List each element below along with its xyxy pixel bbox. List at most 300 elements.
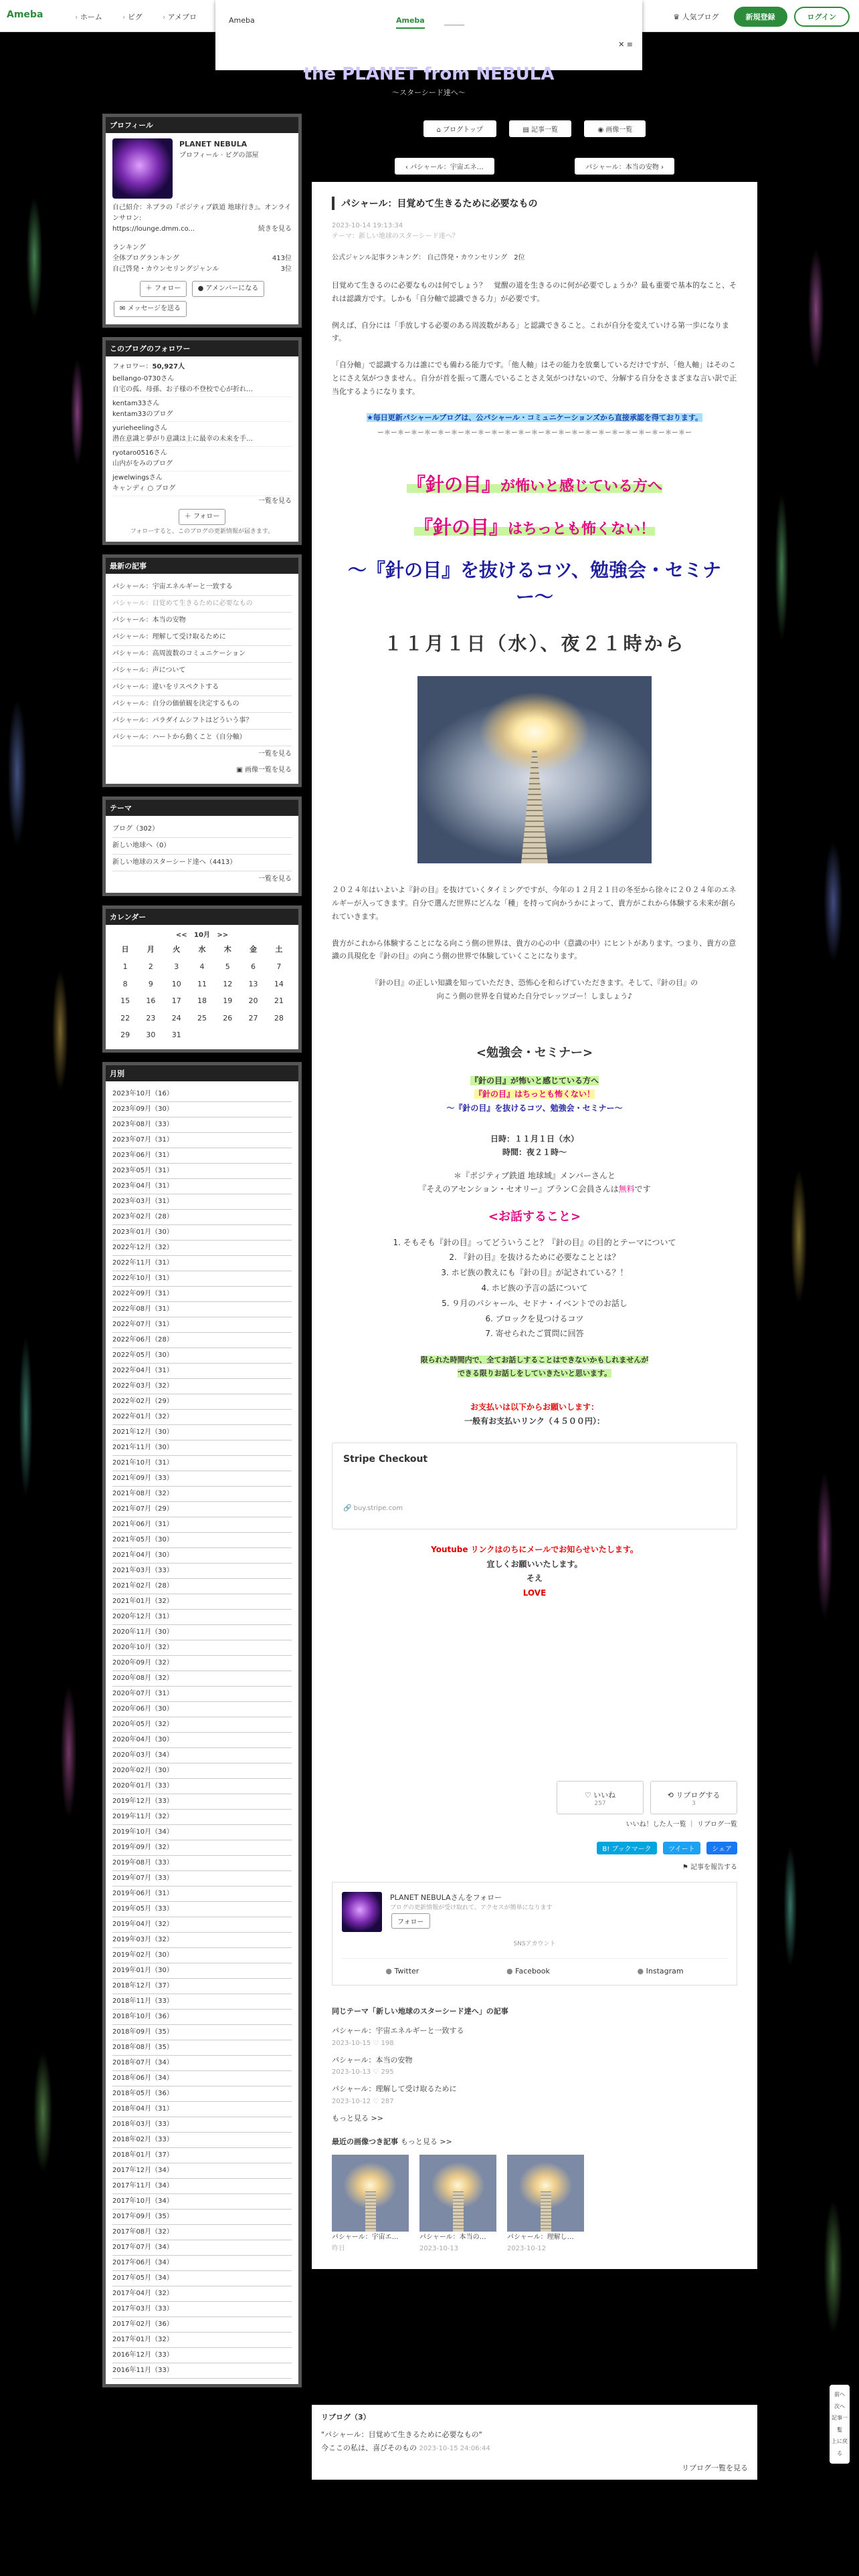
article-title[interactable]: パシャール：目覚めて生きるために必要なもの xyxy=(332,197,737,210)
calendar-day xyxy=(215,1027,240,1044)
monthly-archive-item[interactable]: 2018年03月（33） xyxy=(112,2117,292,2133)
monthly-archive-item[interactable]: 2021年01月（32） xyxy=(112,1594,292,1610)
approval-notice: ★毎日更新パシャールブログは、公パシャール・コミュニケーションズから直接承認を得ております。 xyxy=(366,413,703,422)
prev-article-label: パシャール：宇宙エネ… xyxy=(410,164,484,171)
calendar-day[interactable]: 28 xyxy=(274,1013,284,1023)
profile-name[interactable]: PLANET NEBULA xyxy=(179,140,248,148)
image-list-button[interactable] xyxy=(584,120,646,137)
message-button[interactable] xyxy=(114,301,187,317)
recent-article-item[interactable]: パシャール：自分の価値観を決定するもの xyxy=(112,696,292,713)
recent-article-item[interactable]: パシャール：ハートから動くこと（自分軸） xyxy=(112,730,292,746)
stairs-shape xyxy=(521,750,548,863)
monthly-archive-item[interactable]: 2016年12月（33） xyxy=(112,2348,292,2363)
monthly-archive-item[interactable]: 2023年01月（30） xyxy=(112,1225,292,1241)
related-item[interactable] xyxy=(332,2083,737,2107)
calendar-day[interactable]: 10 xyxy=(171,979,181,988)
calendar-weekday: 土 xyxy=(275,945,283,954)
follower-item[interactable] xyxy=(112,471,292,496)
ameba-logo[interactable]: Ameba xyxy=(7,9,43,20)
like-button[interactable] xyxy=(557,1781,644,1814)
article-rank[interactable]: 公式ジャンル記事ランキング： 自己啓発・カウンセリング 2位 xyxy=(332,254,525,261)
calendar-day[interactable]: 25 xyxy=(197,1013,207,1023)
related-date: 2023-10-12 xyxy=(332,2098,371,2106)
calendar-day[interactable]: 16 xyxy=(146,996,156,1006)
image-articles-more[interactable]: もっと見る >> xyxy=(400,2137,452,2146)
monthly-archive-item[interactable]: 2018年06月（34） xyxy=(112,2071,292,2086)
dropdown-tab-active[interactable]: Ameba xyxy=(396,16,425,29)
theme-more-link[interactable]: 一覧を見る xyxy=(258,875,292,883)
talk-item: 3. ホピ族の教えにも『針の目』が記されている？！ xyxy=(441,1268,628,1278)
monthly-archive-item[interactable]: 2023年08月（33） xyxy=(112,1117,292,1133)
monthly-archive-item[interactable]: 2021年04月（30） xyxy=(112,1548,292,1564)
calendar-day[interactable]: 18 xyxy=(197,996,207,1006)
heart-icon: ♡ xyxy=(373,2098,379,2106)
sns-label: SNSアカウント xyxy=(513,1941,556,1948)
follower-item[interactable] xyxy=(112,372,292,397)
monthly-archive-item[interactable]: 2022年09月（31） xyxy=(112,1287,292,1302)
follower-count: 50,927人 xyxy=(152,363,185,370)
like-count: 257 xyxy=(594,1800,606,1808)
monthly-archive-item[interactable]: 2022年04月（31） xyxy=(112,1364,292,1379)
float-prev-button[interactable]: 前へ xyxy=(834,2391,845,2397)
related-likes: 198 xyxy=(381,2039,394,2047)
prev-article-button[interactable] xyxy=(395,158,494,175)
monthly-archive-item[interactable]: 2020年12月（31） xyxy=(112,1610,292,1625)
monthly-archive-item[interactable]: 2020年06月（30） xyxy=(112,1702,292,1717)
amember-icon: ● xyxy=(197,285,206,292)
monthly-archive-item[interactable]: 2021年10月（31） xyxy=(112,1456,292,1471)
monthly-archive-item[interactable]: 2020年03月（34） xyxy=(112,1748,292,1763)
monthly-archive-item[interactable]: 2020年07月（31） xyxy=(112,1687,292,1702)
recent-articles-panel xyxy=(102,554,302,787)
heading-needle-2: 『針の目』 xyxy=(413,516,508,539)
calendar-grid xyxy=(112,941,292,1044)
seminar-line-3: 〜『針の目』を抜けるコツ、勉強会・セミナー〜 xyxy=(446,1103,623,1113)
calendar-day[interactable]: 15 xyxy=(120,996,130,1006)
followers-panel xyxy=(102,337,302,545)
article-list-label: 記事一覧 xyxy=(531,126,558,134)
pay-line-1: お支払いは以下からお願いします： xyxy=(470,1402,599,1412)
monthly-archive-item[interactable]: 2021年02月（28） xyxy=(112,1579,292,1594)
ameba-dropdown xyxy=(215,0,642,70)
monthly-archive-item[interactable]: 2022年12月（32） xyxy=(112,1241,292,1256)
monthly-archive-item[interactable]: 2021年05月（30） xyxy=(112,1533,292,1548)
monthly-archive-item[interactable]: 2021年07月（29） xyxy=(112,1502,292,1517)
heaven-stairs-image[interactable] xyxy=(417,676,652,863)
like-list-link[interactable]: いいね！した人一覧 xyxy=(626,1821,686,1829)
monthly-archive-item[interactable]: 2018年11月（33） xyxy=(112,1994,292,2010)
related-title: パシャール：宇宙エネルギーと一致する xyxy=(332,2026,464,2035)
monthly-archive-item[interactable]: 2019年10月（34） xyxy=(112,1825,292,1840)
monthly-archive-item[interactable]: 2019年02月（30） xyxy=(112,1948,292,1963)
monthly-list xyxy=(106,1081,298,2384)
image-articles-header: 最近の画像つき記事 xyxy=(332,2137,398,2146)
love-line: LOVE xyxy=(522,1588,547,1598)
monthly-archive-item[interactable]: 2017年05月（34） xyxy=(112,2271,292,2286)
monthly-archive-item[interactable]: 2022年06月（28） xyxy=(112,1333,292,1348)
monthly-archive-item[interactable]: 2017年09月（35） xyxy=(112,2210,292,2225)
divider: ー＊ー＊ー＊ー＊ー＊ー＊ー＊ー＊ー＊ー＊ー＊ー＊ー＊ー＊ー＊ー＊ー＊ー＊ー＊ー＊ー＊ー＊ー＊ー xyxy=(377,429,692,437)
follow-card-desc: ブログの更新情報が受け取れて、アクセスが簡単になります xyxy=(390,1905,553,1912)
monthly-archive-item[interactable]: 2019年07月（33） xyxy=(112,1871,292,1887)
thumb-date: 2023-10-13 xyxy=(419,2245,459,2253)
limit-line-1: 限られた時間内で、全てお話しすることはできないかもしれませんが xyxy=(420,1356,649,1365)
calendar-day[interactable]: 2 xyxy=(148,962,153,971)
thanks-line: 宜しくお願いいたします。 xyxy=(486,1559,583,1569)
monthly-archive-item[interactable]: 2021年03月（33） xyxy=(112,1564,292,1579)
calendar-weekday: 金 xyxy=(250,945,258,954)
reblog-item-title[interactable]: "パシャール：目覚めて生きるために必要なもの" xyxy=(321,2430,482,2439)
register-button[interactable]: 新規登録 xyxy=(734,7,787,27)
reblog-icon: ⟲ xyxy=(667,1791,676,1800)
seminar-heading: <勉強会・セミナー> xyxy=(476,1045,593,1060)
monthly-archive-item[interactable]: 2020年01月（33） xyxy=(112,1779,292,1794)
list-icon: ▤ xyxy=(522,126,531,134)
amember-button[interactable] xyxy=(192,281,265,297)
monthly-archive-item[interactable]: 2019年08月（33） xyxy=(112,1856,292,1871)
monthly-archive-item[interactable]: 2023年03月（31） xyxy=(112,1194,292,1210)
calendar-day[interactable]: 26 xyxy=(223,1013,233,1023)
follow-card-button[interactable]: フォロー xyxy=(391,1913,430,1929)
reblog-more-link[interactable]: リブログ一覧を見る xyxy=(682,2464,748,2472)
calendar-weekday: 日 xyxy=(121,945,129,954)
profile-intro: 自己紹介：ネブラの『ポジティブ鉄道 地球行き』。オンラインサロン: xyxy=(112,204,292,222)
monthly-archive-item[interactable]: 2017年06月（34） xyxy=(112,2256,292,2271)
monthly-header: 月別 xyxy=(106,1065,298,1081)
home-icon: ⌂ xyxy=(436,126,444,134)
calendar-day[interactable]: 14 xyxy=(274,979,284,988)
monthly-archive-item[interactable]: 2022年05月（30） xyxy=(112,1348,292,1364)
article-theme[interactable]: テーマ：新しい地球のスターシード達へ？ xyxy=(332,233,459,240)
chevron-right-icon: › xyxy=(658,164,664,171)
related-item[interactable] xyxy=(332,2025,737,2049)
calendar-day[interactable]: 20 xyxy=(248,996,258,1006)
thumb-date: 昨日 xyxy=(332,2245,345,2253)
calendar-prev[interactable]: << xyxy=(175,932,187,940)
monthly-archive-item[interactable]: 2017年03月（33） xyxy=(112,2302,292,2317)
dropdown-close-icon[interactable]: ✕ ≡ xyxy=(618,40,633,49)
monthly-archive-item[interactable]: 2018年10月（36） xyxy=(112,2010,292,2025)
calendar-day[interactable]: 29 xyxy=(120,1031,130,1040)
monthly-archive-item[interactable]: 2017年12月（34） xyxy=(112,2163,292,2179)
related-title: パシャール：理解して受け取るために xyxy=(332,2084,457,2094)
reblog-count: 3 xyxy=(692,1800,696,1808)
calendar-day[interactable]: 4 xyxy=(199,962,205,971)
theme-header: テーマ xyxy=(106,800,298,816)
calendar-day xyxy=(240,1027,266,1044)
monthly-archive-item[interactable]: 2020年04月（30） xyxy=(112,1733,292,1748)
next-article-label: パシャール：本当の安物 xyxy=(585,164,659,171)
profile-links[interactable]: プロフィール · ピグの部屋 xyxy=(179,151,259,159)
calendar-day[interactable]: 8 xyxy=(122,979,128,988)
monthly-archive-item[interactable]: 2020年11月（30） xyxy=(112,1625,292,1640)
calendar-day[interactable]: 7 xyxy=(276,962,282,971)
twitter-link[interactable]: ● Twitter xyxy=(385,1967,419,1975)
calendar-panel xyxy=(102,905,302,1053)
related-articles xyxy=(332,2006,737,2254)
monthly-archive-item[interactable]: 2022年02月（29） xyxy=(112,1394,292,1410)
follower-blog: キャンディ ○ ブログ xyxy=(112,485,176,492)
followers-more-link[interactable]: 一覧を見る xyxy=(258,498,292,505)
image-article-thumb[interactable] xyxy=(332,2155,409,2254)
monthly-archive-item[interactable]: 2018年04月（31） xyxy=(112,2102,292,2117)
image-article-thumb[interactable] xyxy=(507,2155,584,2254)
monthly-archive-item[interactable]: 2018年12月（37） xyxy=(112,1979,292,1994)
recent-article-item[interactable]: パシャール：違いをリスペクトする xyxy=(112,679,292,696)
calendar-day[interactable]: 27 xyxy=(248,1013,258,1023)
heading-needle-2b: はちっとも怖くない！ xyxy=(508,521,656,538)
article-paragraph xyxy=(332,976,737,1003)
float-top-button[interactable]: 上に戻る xyxy=(832,2438,848,2456)
event-date-heading: １１月１日（水）、夜２１時から xyxy=(383,633,686,655)
calendar-day[interactable]: 5 xyxy=(225,962,230,971)
recent-article-item[interactable]: パシャール：理解して受け取るために xyxy=(112,629,292,646)
monthly-archive-item[interactable]: 2023年06月（31） xyxy=(112,1148,292,1164)
follower-blog: kentam33のブログ xyxy=(112,411,173,418)
calendar-month: 10月 xyxy=(194,932,210,940)
flag-icon: ⚑ xyxy=(682,1864,690,1872)
calendar-day[interactable]: 11 xyxy=(197,979,207,988)
dropdown-label: Ameba xyxy=(229,16,255,25)
hatena-bookmark-button[interactable]: B! ブックマーク xyxy=(597,1842,656,1854)
related-more-link[interactable]: もっと見る >> xyxy=(332,2114,383,2123)
rank1-value: 413位 xyxy=(272,255,292,262)
monthly-archive-item[interactable]: 2018年05月（36） xyxy=(112,2086,292,2102)
related-date: 2023-10-15 xyxy=(332,2039,371,2047)
recent-article-item[interactable]: パシャール：宇宙エネルギーと一致する xyxy=(112,579,292,596)
monthly-archive-item[interactable]: 2017年07月（34） xyxy=(112,2240,292,2256)
avatar[interactable] xyxy=(112,138,173,199)
limit-line-2: できる限りお話しをしていきたいと思います。 xyxy=(457,1368,612,1378)
reblog-list-link[interactable]: リブログ一覧 xyxy=(697,1821,737,1829)
calendar-day[interactable]: 9 xyxy=(148,979,153,988)
youtube-note: Youtube リンクはのちにメールでお知らせいたします。 xyxy=(431,1544,638,1554)
monthly-archive-item[interactable]: 2016年11月（33） xyxy=(112,2363,292,2379)
monthly-archive-item[interactable]: 2022年10月（31） xyxy=(112,1271,292,1287)
follow-card-avatar[interactable] xyxy=(342,1892,382,1932)
crown-icon: ♛ xyxy=(673,13,682,21)
reblog-panel xyxy=(312,2405,757,2480)
facebook-link[interactable]: ● Facebook xyxy=(506,1967,550,1975)
follower-item[interactable] xyxy=(112,397,292,422)
calendar-day[interactable]: 6 xyxy=(251,962,256,971)
seminar-member: ＊『ポジティブ鉄道 地球域』メンバーさんと xyxy=(453,1170,616,1180)
recent-img-more-link[interactable] xyxy=(112,762,292,778)
login-button[interactable]: ログイン xyxy=(794,7,850,27)
monthly-archive-item[interactable]: 2020年08月（32） xyxy=(112,1671,292,1687)
heading-needle-1b: が怖いと感じている方へ xyxy=(500,478,663,496)
header-actions xyxy=(673,7,850,27)
float-next-button[interactable]: 次へ xyxy=(834,2403,845,2409)
seminar-free: 無料 xyxy=(618,1184,635,1194)
monthly-archive-item[interactable]: 2023年04月（31） xyxy=(112,1179,292,1194)
message-label: メッセージを送る xyxy=(127,305,181,312)
theme-item[interactable]: ブログ（302） xyxy=(112,821,292,838)
blog-top-button[interactable] xyxy=(423,120,496,137)
monthly-archive-item[interactable]: 2018年02月（33） xyxy=(112,2133,292,2148)
calendar-day[interactable]: 17 xyxy=(171,996,181,1006)
follower-item[interactable] xyxy=(112,422,292,447)
monthly-archive-item[interactable]: 2018年08月（35） xyxy=(112,2040,292,2056)
signature: そえ xyxy=(526,1574,543,1584)
amember-label: アメンバーになる xyxy=(205,285,259,292)
facebook-share-button[interactable]: シェア xyxy=(706,1842,737,1854)
recent-article-item[interactable]: パシャール：本当の安物 xyxy=(112,613,292,629)
blog-title[interactable]: the PLANET from NEBULA xyxy=(303,64,555,84)
monthly-archive-item[interactable]: 2021年11月（30） xyxy=(112,1440,292,1456)
monthly-archive-item[interactable]: 2022年07月（31） xyxy=(112,1317,292,1333)
thumb-title: パシャール：理解し… xyxy=(507,2234,574,2242)
follow-button[interactable]: ＋ フォロー xyxy=(140,281,187,297)
monthly-archive-item[interactable]: 2017年02月（36） xyxy=(112,2317,292,2333)
calendar-day[interactable]: 1 xyxy=(122,962,128,971)
sidebar xyxy=(102,114,302,2397)
calendar-day[interactable]: 24 xyxy=(171,1013,181,1023)
calendar-day[interactable]: 30 xyxy=(146,1031,156,1040)
reblog-item-sub[interactable]: 今ここの私は、喜びそのもの xyxy=(321,2444,417,2452)
monthly-archive-item[interactable]: 2019年01月（30） xyxy=(112,1963,292,1979)
talk-item: 7. 寄せられたご質問に回答 xyxy=(485,1329,584,1339)
monthly-archive-item[interactable]: 2019年04月（32） xyxy=(112,1917,292,1933)
calendar-day[interactable]: 23 xyxy=(146,1013,156,1023)
monthly-archive-item[interactable]: 2017年10月（34） xyxy=(112,2194,292,2210)
monthly-archive-item[interactable]: 2023年10月（16） xyxy=(112,1087,292,1102)
recent-article-item[interactable]: パシャール：声について xyxy=(112,663,292,679)
talk-item: 2. 『針の目』を抜けるために必要なこととは？ xyxy=(449,1253,620,1263)
recent-article-item[interactable]: パシャール：高周波数のコミュニケーション xyxy=(112,646,292,663)
monthly-archive-item[interactable]: 2017年01月（32） xyxy=(112,2333,292,2348)
share-bar xyxy=(332,1842,737,1854)
follower-item[interactable] xyxy=(112,447,292,471)
monthly-archive-item[interactable]: 2019年06月（31） xyxy=(112,1887,292,1902)
calendar-day[interactable]: 19 xyxy=(223,996,233,1006)
monthly-archive-item[interactable]: 2021年12月（30） xyxy=(112,1425,292,1440)
monthly-archive-item[interactable]: 2017年08月（32） xyxy=(112,2225,292,2240)
article-p6b: 向こう側の世界を自覚めた自分でレッツゴー！しましょう♪ xyxy=(436,992,633,1001)
profile-header: プロフィール xyxy=(106,117,298,133)
monthly-archive-item[interactable]: 2020年02月（30） xyxy=(112,1763,292,1779)
blog-subtitle: 〜スターシード達へ〜 xyxy=(392,88,466,97)
reblog-button[interactable] xyxy=(650,1781,737,1814)
monthly-archive-item[interactable]: 2021年09月（33） xyxy=(112,1471,292,1487)
monthly-archive-item[interactable]: 2018年07月（34） xyxy=(112,2056,292,2071)
thumb-image xyxy=(419,2155,496,2232)
float-list-button[interactable]: 記事一覧 xyxy=(832,2415,848,2433)
blog-nav xyxy=(312,120,757,171)
monthly-archive-item[interactable]: 2019年12月（33） xyxy=(112,1794,292,1810)
calendar-day[interactable]: 13 xyxy=(248,979,258,988)
monthly-archive-item[interactable]: 2020年05月（32） xyxy=(112,1717,292,1733)
monthly-archive-item[interactable]: 2020年09月（32） xyxy=(112,1656,292,1671)
calendar-weekday: 木 xyxy=(223,945,231,954)
monthly-archive-item[interactable]: 2017年04月（32） xyxy=(112,2286,292,2302)
monthly-archive-item[interactable]: 2023年05月（31） xyxy=(112,1164,292,1179)
thumb-title: パシャール：本当の… xyxy=(419,2234,486,2242)
monthly-archive-item[interactable]: 2022年01月（32） xyxy=(112,1410,292,1425)
ranking-label: ランキング xyxy=(112,244,146,251)
calendar-day[interactable]: 22 xyxy=(120,1013,130,1023)
recent-header: 最新の記事 xyxy=(106,558,298,574)
rank1-label[interactable]: 全体ブログランキング xyxy=(112,255,179,262)
monthly-archive-item[interactable]: 2018年01月（37） xyxy=(112,2148,292,2163)
talk-item: 4. ホピ族の予言の話について xyxy=(481,1283,588,1293)
article-paragraph: 目覚めて生きるのに必要なものは何でしょう？ 覚醒の道を生きるのに何が必要でしょうか？最も重要で基本的なこと、それは認識方です。しかも「自分軸で認識できる力」が必要です。 xyxy=(332,281,737,303)
report-link[interactable] xyxy=(332,1861,737,1871)
popular-blog-label: 人気ブログ xyxy=(682,13,719,21)
related-date: 2023-10-13 xyxy=(332,2068,371,2076)
heart-icon: ♡ xyxy=(584,1791,594,1800)
nav-home[interactable]: › ホーム xyxy=(75,11,102,22)
thumb-image xyxy=(507,2155,584,2232)
rank2-label[interactable]: 自己啓発・カウンセリングジャンル xyxy=(112,265,219,273)
tweet-button[interactable]: ツイート xyxy=(663,1842,700,1854)
monthly-archive-item[interactable]: 2022年08月（31） xyxy=(112,1302,292,1317)
nav-pigg[interactable]: › ピグ xyxy=(122,11,142,22)
monthly-archive-item[interactable]: 2019年09月（32） xyxy=(112,1840,292,1856)
monthly-archive-item[interactable]: 2023年02月（28） xyxy=(112,1210,292,1225)
monthly-archive-item[interactable]: 2023年07月（31） xyxy=(112,1133,292,1148)
monthly-panel xyxy=(102,1062,302,2387)
popular-blog-link[interactable] xyxy=(673,11,719,22)
nav-ameblo[interactable]: › アメブロ xyxy=(163,11,197,22)
follow-note: フォローすると、このブログの更新情報が届きます。 xyxy=(130,528,274,535)
image-icon: ▣ xyxy=(236,766,245,774)
profile-more-link[interactable]: 続きを見る xyxy=(258,225,292,233)
calendar-weekday: 火 xyxy=(173,945,181,954)
stripe-checkout-card[interactable] xyxy=(332,1442,737,1529)
calendar-day[interactable]: 31 xyxy=(171,1031,181,1040)
calendar-next[interactable]: >> xyxy=(217,932,229,940)
monthly-archive-item[interactable]: 2022年11月（31） xyxy=(112,1256,292,1271)
link-icon: 🔗 xyxy=(343,1504,354,1512)
heart-icon: ♡ xyxy=(373,2068,379,2076)
monthly-archive-item[interactable]: 2022年03月（32） xyxy=(112,1379,292,1394)
article-list-button[interactable] xyxy=(509,120,571,137)
image-article-thumb[interactable] xyxy=(419,2155,496,2254)
monthly-archive-item[interactable]: 2020年10月（32） xyxy=(112,1640,292,1656)
profile-url[interactable]: https://lounge.dmm.co... xyxy=(112,225,195,233)
monthly-archive-item[interactable]: 2019年11月（32） xyxy=(112,1810,292,1825)
talk-item: 1. そもそも『針の目』ってどういうこと？『針の目』の目的とテーマについて xyxy=(393,1237,676,1247)
theme-item[interactable]: 新しい地球のスターシード達へ（4413） xyxy=(112,855,292,871)
recent-more-link[interactable]: 一覧を見る xyxy=(258,750,292,758)
related-item[interactable] xyxy=(332,2054,737,2078)
follow-card xyxy=(332,1882,737,1985)
monthly-archive-item[interactable]: 2021年08月（32） xyxy=(112,1487,292,1502)
next-article-button[interactable] xyxy=(575,158,674,175)
recent-article-item[interactable]: パシャール：パラダイムシフトはどういう事？ xyxy=(112,713,292,730)
monthly-archive-item[interactable]: 2023年09月（30） xyxy=(112,1102,292,1117)
calendar-nav xyxy=(112,930,292,941)
calendar-day[interactable]: 12 xyxy=(223,979,233,988)
follower-count-label: フォロワー： xyxy=(112,363,153,370)
calendar-day[interactable]: 21 xyxy=(274,996,284,1006)
instagram-link[interactable]: ● Instagram xyxy=(638,1967,684,1975)
calendar-day[interactable]: 3 xyxy=(174,962,179,971)
monthly-archive-item[interactable]: 2017年11月（34） xyxy=(112,2179,292,2194)
recent-img-more-label: 画像一覧を見る xyxy=(245,766,292,774)
monthly-archive-item[interactable]: 2019年05月（33） xyxy=(112,1902,292,1917)
theme-item[interactable]: 新しい地球へ（0） xyxy=(112,838,292,855)
monthly-archive-item[interactable]: 2019年03月（32） xyxy=(112,1933,292,1948)
recent-article-item[interactable]: パシャール：目覚めて生きるために必要なもの xyxy=(112,596,292,613)
related-title: パシャール：本当の安物 xyxy=(332,2055,413,2064)
chevron-left-icon: ‹ xyxy=(405,164,411,171)
monthly-archive-item[interactable]: 2018年09月（35） xyxy=(112,2025,292,2040)
monthly-archive-item[interactable]: 2021年06月（31） xyxy=(112,1517,292,1533)
reblog-item-date: 2023-10-15 24:06:44 xyxy=(419,2445,490,2452)
follow-button-2[interactable]: ＋ フォロー xyxy=(179,509,226,525)
